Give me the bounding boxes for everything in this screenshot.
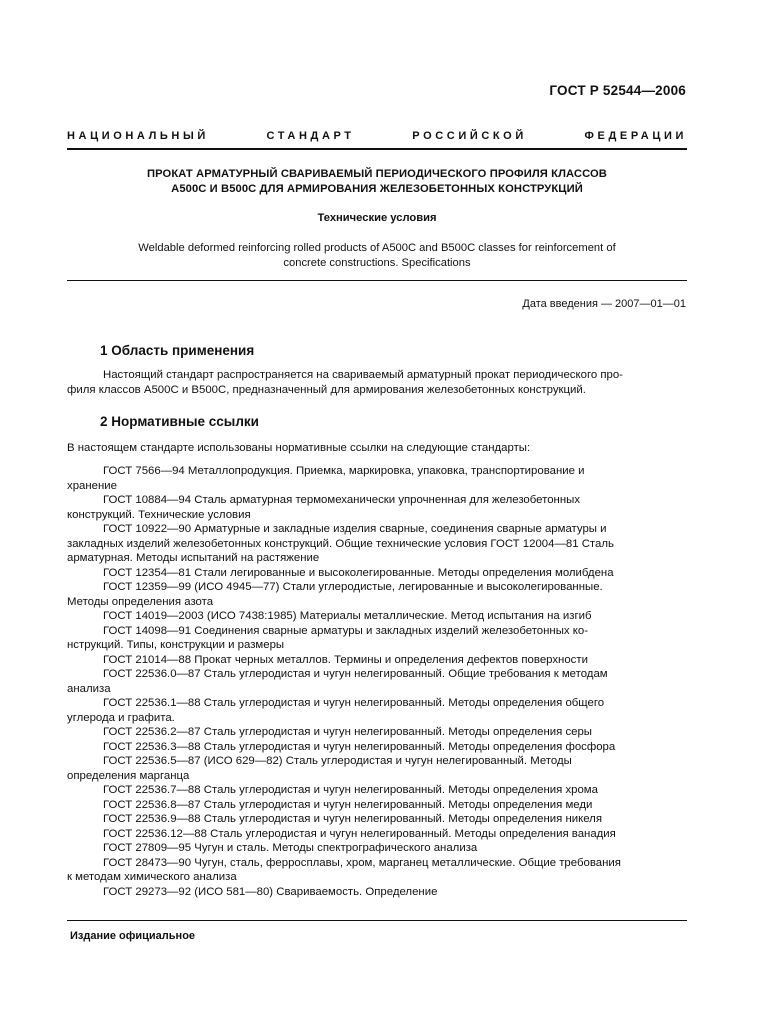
reference-line: анализа — [67, 682, 111, 695]
reference-line: ГОСТ 28473—90 Чугун, сталь, ферросплавы, хром, марганец металлические. Общие требования — [103, 856, 621, 869]
reference-line: ГОСТ 22536.8—87 Сталь углеродистая и чугун нелегированный. Методы определения меди — [103, 798, 593, 811]
subtitle-english — [67, 241, 687, 271]
references-intro — [67, 441, 687, 456]
reference-line: ГОСТ 7566—94 Металлопродукция. Приемка, маркировка, упаковка, транспортирование и — [103, 465, 585, 477]
title-divider — [67, 280, 687, 281]
reference-line: ГОСТ 27809—95 Чугун и сталь. Методы спектрографического анализа — [103, 842, 478, 854]
reference-line: ГОСТ 22536.0—87 Сталь углеродистая и чугун нелегированный. Общие требования к методам — [103, 668, 608, 680]
reference-line: нструкций. Типы, конструкции и размеры — [67, 639, 285, 651]
references-list — [67, 464, 687, 899]
document-title — [67, 167, 687, 197]
subtitle-en-line: Weldable deformed reinforcing rolled products of A500C and B500C classes for reinforcement of — [138, 242, 616, 254]
reference-line: ГОСТ 22536.9—88 Сталь углеродистая и чугун нелегированный. Методы определения никеля — [103, 813, 602, 825]
paragraph-line: Настоящий стандарт распространяется на свариваемый арматурный прокат периодического про- — [103, 369, 623, 381]
reference-line: ГОСТ 22536.12—88 Сталь углеродистая и чугун нелегированный. Методы определения ванадия — [103, 827, 616, 840]
national-standard-header: НАЦИОНАЛЬНЫЙ СТАНДАРТ РОССИЙСКОЙ ФЕДЕРАЦИИ — [67, 130, 687, 142]
section-heading-references: 2 Нормативные ссылки — [100, 414, 259, 429]
reference-line: ГОСТ 22536.5—87 (ИСО 629—82) Сталь углеродистая и чугун нелегированный. Методы — [103, 755, 572, 767]
reference-line: ГОСТ 22536.7—88 Сталь углеродистая и чугун нелегированный. Методы определения хрома — [103, 784, 598, 796]
reference-line: хранение — [67, 479, 117, 492]
reference-line: ГОСТ 14098—91 Соединения сварные арматуры и закладных изделий железобетонных ко- — [103, 624, 588, 637]
title-line: ПРОКАТ АРМАТУРНЫЙ СВАРИВАЕМЫЙ ПЕРИОДИЧЕСКОГО ПРОФИЛЯ КЛАССОВ — [147, 168, 607, 180]
paragraph-line: филя классов А500С и В500С, предназначенный для армирования железобетонных конструкций. — [67, 383, 586, 396]
reference-line: Методы определения азота — [67, 595, 214, 608]
reference-line: к методам химического анализа — [67, 871, 237, 883]
title-line: А500С И В500С ДЛЯ АРМИРОВАНИЯ ЖЕЛЕЗОБЕТОННЫХ КОНСТРУКЦИЙ — [171, 183, 583, 195]
section-heading-scope: 1 Область применения — [100, 343, 255, 358]
subtitle-en-line: concrete constructions. Specifications — [283, 257, 471, 269]
official-edition-note: Издание официальное — [70, 930, 196, 942]
reference-line: ГОСТ 29273—92 (ИСО 581—80) Свариваемость. Определение — [103, 885, 438, 898]
reference-line: определения марганца — [67, 769, 190, 782]
reference-line: ГОСТ 12359—99 (ИСО 4945—77) Стали углеродистые, легированные и высоколегированные. — [103, 581, 603, 593]
reference-line: ГОСТ 22536.3—88 Сталь углеродистая и чугун нелегированный. Методы определения фосфора — [103, 740, 616, 753]
subtitle-russian: Технические условия — [317, 212, 437, 224]
reference-line: ГОСТ 22536.2—87 Сталь углеродистая и чугун нелегированный. Методы определения серы — [103, 726, 592, 738]
document-number: ГОСТ Р 52544—2006 — [549, 83, 686, 98]
reference-line: ГОСТ 21014—88 Прокат черных металлов. Термины и определения дефектов поверхности — [103, 653, 588, 666]
introduction-date: Дата введения — 2007—01—01 — [522, 298, 686, 310]
footer-divider — [67, 920, 687, 921]
paragraph-line: В настоящем стандарте использованы нормативные ссылки на следующие стандарты: — [67, 442, 531, 454]
reference-line: арматурная. Методы испытаний на растяжение — [67, 552, 320, 564]
reference-line: ГОСТ 10922—90 Арматурные и закладные изделия сварные, соединения сварные арматуры и — [103, 523, 607, 535]
header-divider — [67, 148, 687, 150]
reference-line: конструкций. Технические условия — [67, 508, 251, 521]
reference-line: ГОСТ 22536.1—88 Сталь углеродистая и чугун нелегированный. Методы определения общего — [103, 697, 605, 709]
reference-line: углерода и графита. — [67, 711, 175, 724]
reference-line: ГОСТ 14019—2003 (ИСО 7438:1985) Материалы металлические. Метод испытания на изгиб — [103, 610, 592, 622]
scope-paragraph — [67, 368, 687, 397]
reference-line: закладных изделий железобетонных конструкций. Общие технические условия ГОСТ 12004—81 Сталь — [67, 537, 614, 550]
reference-line: ГОСТ 12354—81 Стали легированные и высоколегированные. Методы определения молибдена — [103, 566, 614, 579]
reference-line: ГОСТ 10884—94 Сталь арматурная термомеханически упрочненная для железобетонных — [103, 494, 581, 506]
